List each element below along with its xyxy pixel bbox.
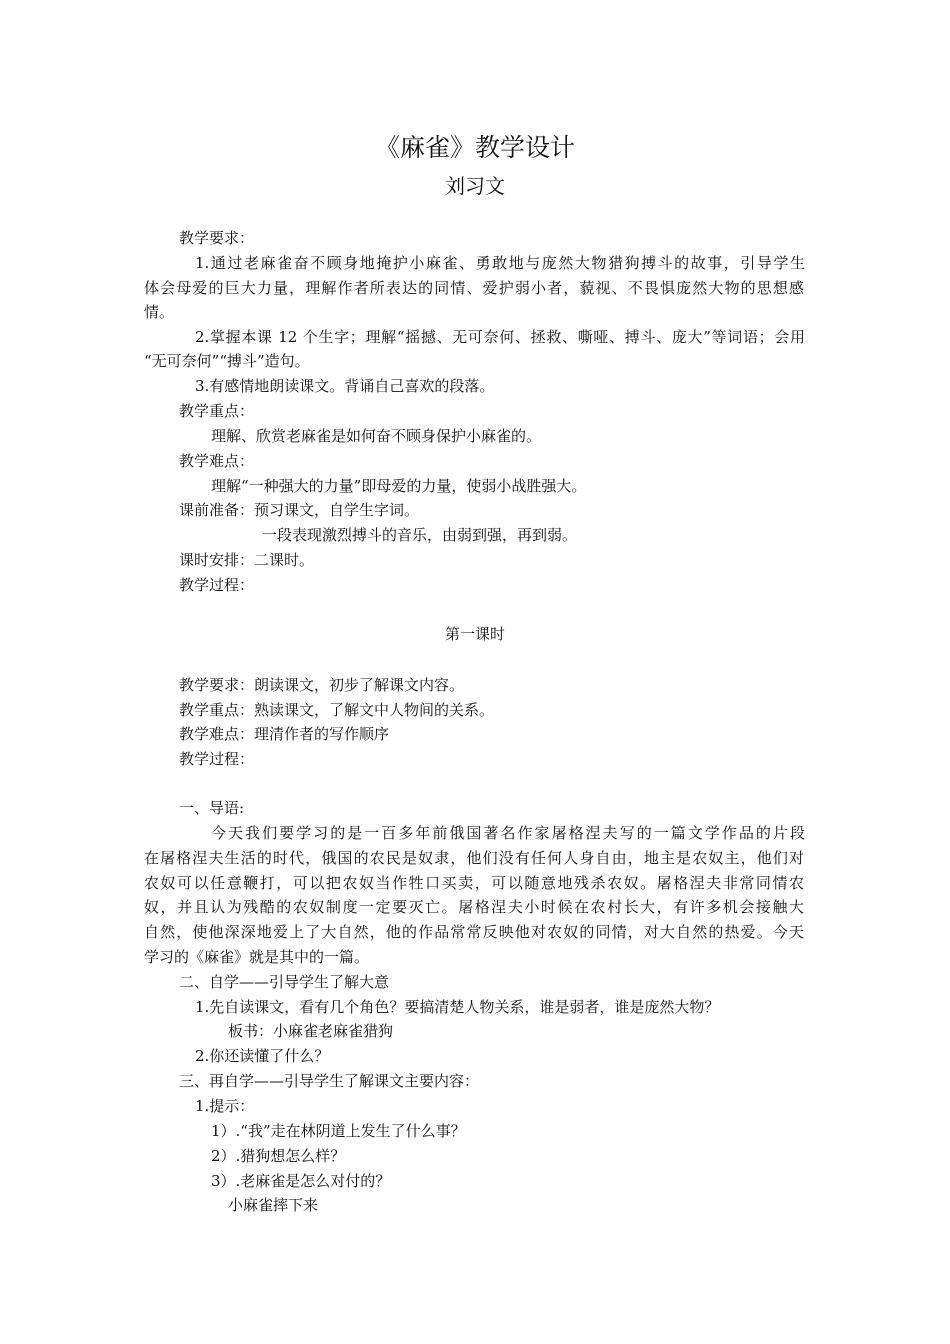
paragraph-line: 3）.老麻雀是怎么对付的？: [211, 1172, 391, 1190]
paragraph-line: 教学难点：理清作者的写作顺序: [179, 725, 390, 743]
paragraph-line: 体会母爱的巨大力量，理解作者所表达的同情、爱护弱小者，藐视、不畏惧庞然大物的思想感: [144, 279, 804, 297]
paragraph-line: 1.提示：: [195, 1097, 255, 1115]
paragraph-line: 3.有感情地朗读课文。背诵自己喜欢的段落。: [195, 377, 495, 395]
paragraph-line: 课时安排：二课时。: [179, 551, 315, 569]
paragraph-line: 一段表现激烈搏斗的音乐，由弱到强，再到弱。: [262, 526, 578, 544]
paragraph-line: 1.先自读课文，看有几个角色？要搞清楚人物关系，谁是弱者，谁是庞然大物？: [195, 998, 720, 1016]
paragraph-line: 1）.“我”走在林阴道上发生了什么事？: [211, 1122, 466, 1140]
document-author: 刘习文: [445, 174, 505, 198]
paragraph-line: 学习的《麻雀》就是其中的一篇。: [144, 948, 370, 966]
section-heading: 教学过程：: [179, 750, 255, 768]
paragraph-line: 在屠格涅夫生活的时代，俄国的农民是奴隶，他们没有任何人身自由，地主是农奴主，他们对: [144, 849, 804, 867]
section-heading: 三、再自学——引导学生了解课文主要内容：: [179, 1072, 480, 1090]
paragraph-line: 奴，并且认为残酷的农奴制度一定要灭亡。屠格涅夫小时候在农村长大，有许多机会接触大: [144, 898, 804, 916]
section-heading: 教学重点：: [179, 402, 255, 420]
paragraph-line: 教学要求：朗读课文，初步了解课文内容。: [179, 676, 465, 694]
paragraph-line: 理解、欣赏老麻雀是如何奋不顾身保护小麻雀的。: [211, 427, 542, 445]
paragraph-line: 课前准备：预习课文，自学生字词。: [179, 501, 420, 519]
lesson-heading: 第一课时: [444, 625, 505, 643]
paragraph-line: 2）.猎狗想怎么样？: [211, 1147, 346, 1165]
paragraph-line: 小麻雀摔下来: [228, 1196, 319, 1214]
paragraph-line: 教学重点：熟读课文，了解文中人物间的关系。: [179, 701, 495, 719]
paragraph-line: 2.掌握本课 12 个生字；理解“摇撼、无可奈何、拯救、嘶哑、搏斗、庞大”等词语；会用: [195, 328, 805, 346]
section-heading: 一、导语:: [179, 799, 245, 817]
section-heading: 教学要求：: [179, 229, 255, 247]
section-heading: 二、自学——引导学生了解大意: [179, 973, 390, 991]
paragraph-line: 农奴可以任意鞭打，可以把农奴当作牲口买卖，可以随意地残杀农奴。屠格涅夫非常同情农: [144, 874, 804, 892]
paragraph-line: 今天我们要学习的是一百多年前俄国著名作家屠格涅夫写的一篇文学作品的片段: [211, 824, 805, 842]
section-heading: 教学难点：: [179, 452, 255, 470]
paragraph-line: 2.你还读懂了什么？: [195, 1047, 330, 1065]
paragraph-line: 理解“一种强大的力量”即母爱的力量，使弱小战胜强大。: [211, 477, 587, 495]
paragraph-line: 情。: [144, 303, 175, 321]
paragraph-line: 板书：小麻雀老麻雀猎狗: [228, 1022, 394, 1040]
document-title: 《麻雀》教学设计: [374, 133, 575, 162]
section-heading: 教学过程：: [179, 576, 255, 594]
paragraph-line: 1.通过老麻雀奋不顾身地掩护小麻雀、勇敢地与庞然大物猎狗搏斗的故事，引导学生: [195, 254, 805, 272]
paragraph-line: “无可奈何”“搏斗”造句。: [144, 352, 310, 370]
paragraph-line: 自然，使他深深地爱上了大自然，他的作品常常反映他对农奴的同情，对大自然的热爱。今天: [144, 923, 804, 941]
